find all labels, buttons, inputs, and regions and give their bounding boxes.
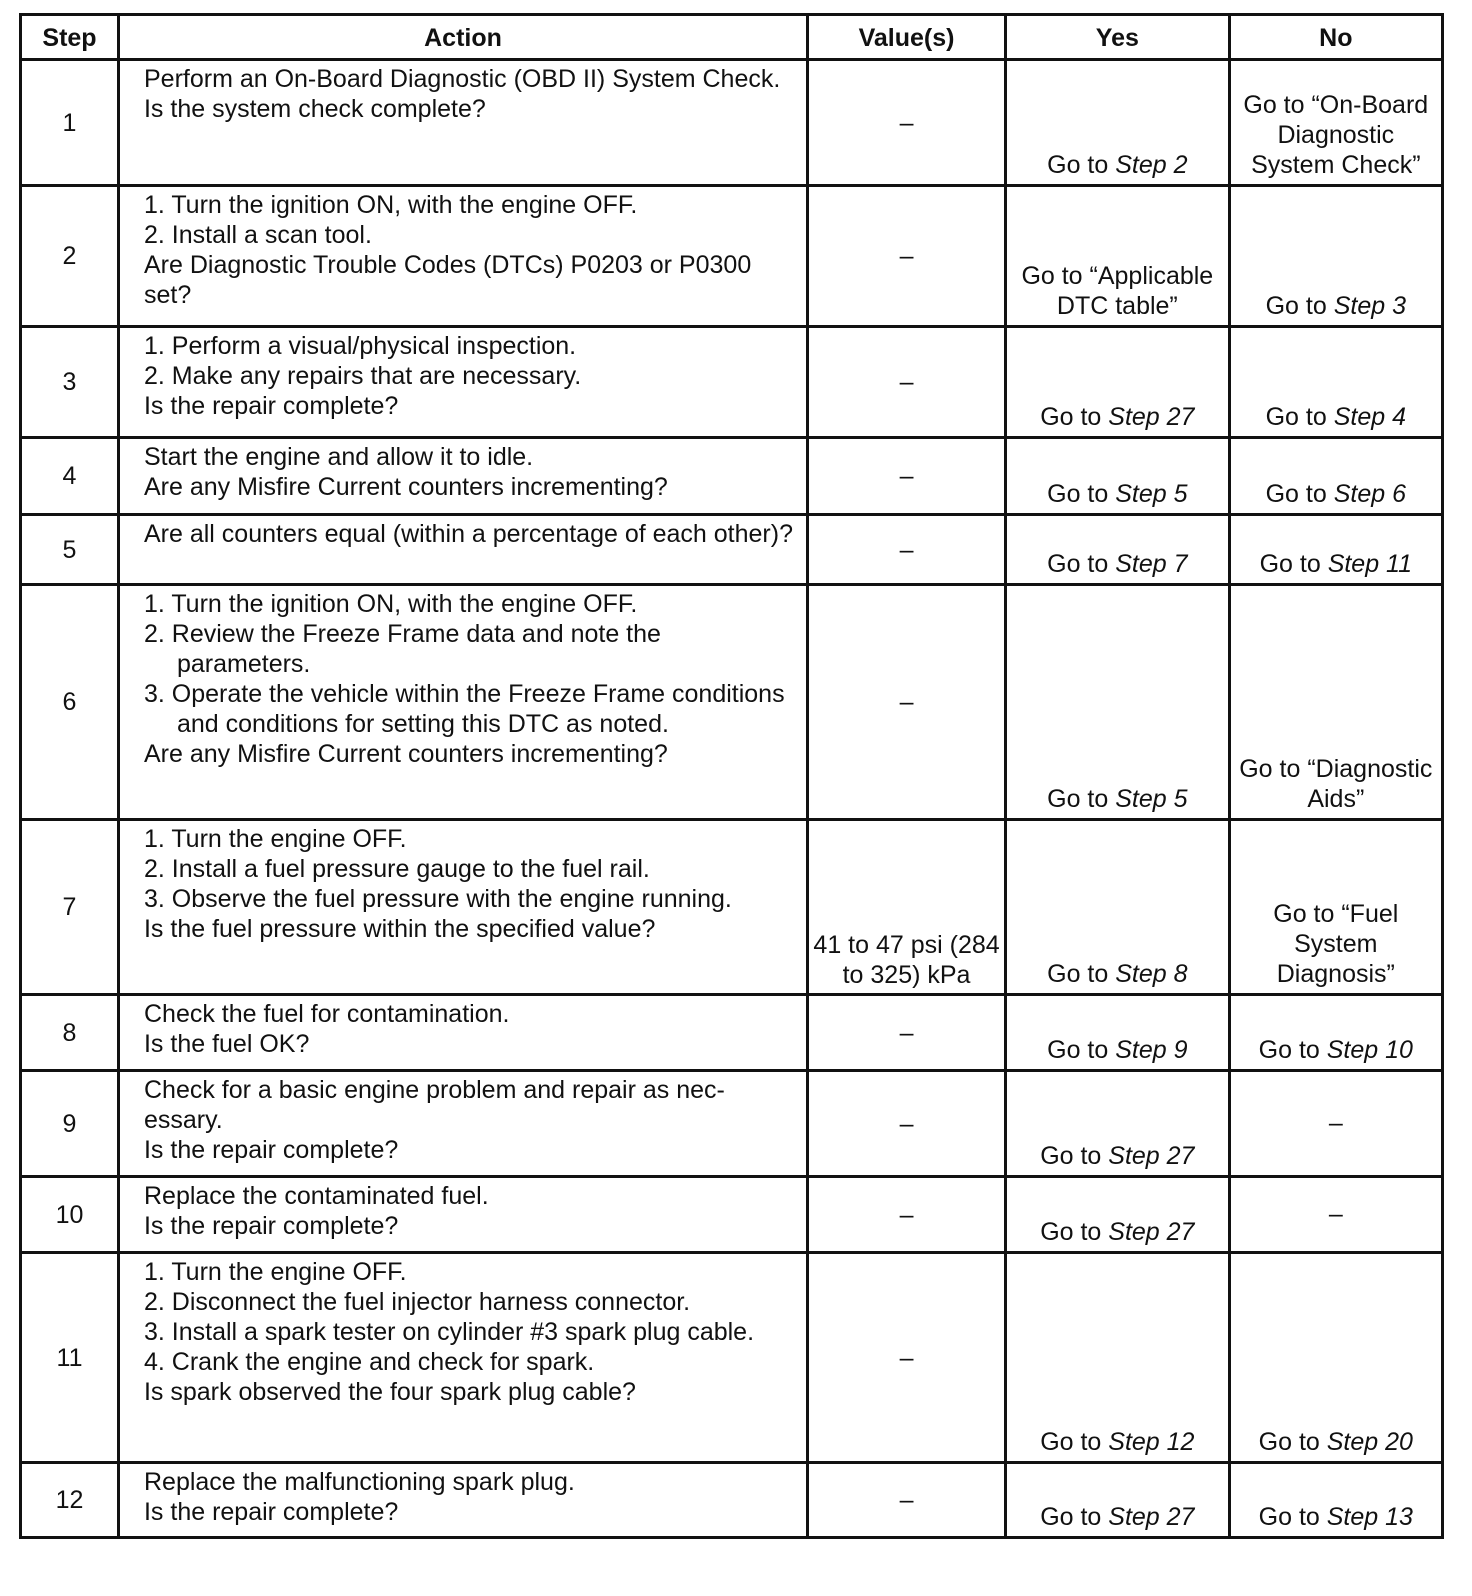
value-cell: – [808, 1463, 1006, 1538]
no-cell-text: Go to “Diagnostic Aids” [1239, 755, 1433, 813]
action-numbered-item: 1. Turn the ignition ON, with the engine OFF. [143, 191, 638, 219]
action-cell [118, 995, 807, 1071]
yes-cell-step-ref: Step 7 [1115, 550, 1188, 578]
value-cell: – [808, 585, 1006, 820]
no-cell-goto: Go to [1265, 403, 1334, 431]
yes-cell-step-ref: Step 5 [1115, 480, 1188, 508]
no-cell [1229, 585, 1442, 820]
action-numbered-item: 1. Turn the engine OFF. [143, 1258, 407, 1286]
no-cell [1229, 1071, 1442, 1177]
value-cell: – [808, 515, 1006, 585]
yes-cell-step-ref: Step 27 [1108, 1218, 1195, 1246]
action-text: Is the repair complete? [143, 1498, 399, 1526]
action-numbered-item: 2. Disconnect the fuel injector harness connector. [143, 1288, 691, 1316]
no-cell [1229, 60, 1442, 186]
action-cell [118, 327, 807, 438]
action-text: Is the repair complete? [143, 1212, 399, 1240]
action-text: Is the fuel OK? [143, 1030, 310, 1058]
header-no: No [1229, 15, 1442, 60]
value-cell: – [808, 186, 1006, 327]
action-text: Replace the malfunctioning spark plug. [143, 1468, 575, 1496]
yes-cell-goto: Go to [1040, 1428, 1109, 1456]
action-cell [118, 585, 807, 820]
action-text: Is the repair complete? [143, 392, 399, 420]
step-number: 9 [21, 1071, 119, 1177]
no-cell-step-ref: Step 13 [1326, 1503, 1413, 1531]
yes-cell-text: Go to “Applicable DTC table” [1021, 262, 1214, 320]
yes-cell-step-ref: Step 27 [1108, 1142, 1195, 1170]
value-cell: – [808, 327, 1006, 438]
action-text: Check for a basic engine problem and repair as nec-essary. [143, 1076, 725, 1134]
action-text: Are Diagnostic Trouble Codes (DTCs) P0203 or P0300 set? [143, 251, 752, 309]
action-numbered-item: 2. Install a fuel pressure gauge to the fuel rail. [143, 855, 650, 883]
step-number: 1 [21, 60, 119, 186]
action-cell [118, 820, 807, 995]
yes-cell-step-ref: Step 27 [1108, 1503, 1195, 1531]
value-cell: – [808, 438, 1006, 515]
table-row [21, 585, 1443, 820]
action-cell [118, 1253, 807, 1463]
action-numbered-item: 3. Operate the vehicle within the Freeze Frame conditions and conditions for setting this DTC as noted. [143, 680, 785, 738]
table-row [21, 327, 1443, 438]
yes-cell [1006, 327, 1230, 438]
no-cell [1229, 438, 1442, 515]
no-cell-goto: Go to [1265, 292, 1334, 320]
header-yes: Yes [1006, 15, 1230, 60]
yes-cell-goto: Go to [1047, 480, 1116, 508]
action-numbered-item: 2. Make any repairs that are necessary. [143, 362, 582, 390]
no-cell [1229, 515, 1442, 585]
no-cell-step-ref: Step 6 [1333, 480, 1406, 508]
yes-cell-goto: Go to [1047, 960, 1116, 988]
yes-cell-goto: Go to [1040, 1218, 1109, 1246]
yes-cell [1006, 820, 1230, 995]
table-row [21, 995, 1443, 1071]
yes-cell [1006, 1071, 1230, 1177]
step-number: 10 [21, 1177, 119, 1253]
no-cell-step-ref: Step 11 [1327, 550, 1413, 578]
yes-cell [1006, 515, 1230, 585]
action-text: Are any Misfire Current counters incrementing? [143, 740, 668, 768]
no-cell [1229, 1253, 1442, 1463]
yes-cell-step-ref: Step 2 [1115, 151, 1188, 179]
table-row [21, 1177, 1443, 1253]
value-cell: – [808, 60, 1006, 186]
yes-cell-goto: Go to [1047, 550, 1116, 578]
action-numbered-item: 1. Turn the ignition ON, with the engine OFF. [143, 590, 638, 618]
step-number: 3 [21, 327, 119, 438]
no-cell-text: – [1328, 1109, 1343, 1137]
no-cell [1229, 1177, 1442, 1253]
table-row [21, 515, 1443, 585]
no-cell [1229, 995, 1442, 1071]
yes-cell-goto: Go to [1047, 1036, 1116, 1064]
action-cell [118, 1463, 807, 1538]
yes-cell-goto: Go to [1040, 1503, 1109, 1531]
diagnostic-table [19, 13, 1444, 1539]
yes-cell [1006, 1177, 1230, 1253]
no-cell-goto: Go to [1258, 1503, 1327, 1531]
yes-cell [1006, 60, 1230, 186]
no-cell-goto: Go to [1258, 1428, 1327, 1456]
no-cell [1229, 820, 1442, 995]
yes-cell [1006, 1253, 1230, 1463]
no-cell-goto: Go to [1259, 550, 1328, 578]
step-number: 6 [21, 585, 119, 820]
table-row [21, 186, 1443, 327]
no-cell-text: Go to “On-Board Diagnostic System Check” [1243, 91, 1429, 179]
step-number: 11 [21, 1253, 119, 1463]
yes-cell-step-ref: Step 9 [1115, 1036, 1188, 1064]
step-number: 2 [21, 186, 119, 327]
step-number: 4 [21, 438, 119, 515]
yes-cell-step-ref: Step 12 [1108, 1428, 1195, 1456]
action-numbered-item: 2. Install a scan tool. [143, 221, 372, 249]
yes-cell-goto: Go to [1040, 403, 1109, 431]
action-cell [118, 1071, 807, 1177]
value-cell: – [808, 1071, 1006, 1177]
no-cell-goto: Go to [1265, 480, 1334, 508]
yes-cell-goto: Go to [1040, 1142, 1109, 1170]
step-number: 8 [21, 995, 119, 1071]
no-cell-text: – [1328, 1200, 1343, 1228]
no-cell-step-ref: Step 4 [1333, 403, 1406, 431]
action-numbered-item: 1. Turn the engine OFF. [143, 825, 407, 853]
step-number: 7 [21, 820, 119, 995]
yes-cell [1006, 585, 1230, 820]
action-text: Is spark observed the four spark plug cable? [143, 1378, 636, 1406]
yes-cell [1006, 1463, 1230, 1538]
no-cell-step-ref: Step 3 [1333, 292, 1406, 320]
no-cell-text: Go to “Fuel System Diagnosis” [1273, 900, 1399, 988]
header-step: Step [21, 15, 119, 60]
yes-cell-step-ref: Step 8 [1115, 960, 1188, 988]
yes-cell-goto: Go to [1047, 785, 1116, 813]
action-text: Replace the contaminated fuel. [143, 1182, 489, 1210]
header-row [21, 15, 1443, 60]
action-cell [118, 60, 807, 186]
action-text: Is the fuel pressure within the specified value? [143, 915, 656, 943]
action-numbered-item: 1. Perform a visual/physical inspection. [143, 332, 577, 360]
yes-cell [1006, 995, 1230, 1071]
header-action: Action [118, 15, 807, 60]
table-row [21, 1463, 1443, 1538]
no-cell-step-ref: Step 20 [1326, 1428, 1413, 1456]
action-cell [118, 1177, 807, 1253]
yes-cell [1006, 438, 1230, 515]
action-text: Is the repair complete? [143, 1136, 399, 1164]
action-text: Check the fuel for contamination. [143, 1000, 510, 1028]
table-row [21, 60, 1443, 186]
no-cell [1229, 186, 1442, 327]
value-cell: – [808, 995, 1006, 1071]
no-cell [1229, 327, 1442, 438]
step-number: 12 [21, 1463, 119, 1538]
no-cell-step-ref: Step 10 [1326, 1036, 1413, 1064]
no-cell-goto: Go to [1258, 1036, 1327, 1064]
action-cell [118, 438, 807, 515]
value-cell: 41 to 47 psi (284 to 325) kPa [808, 820, 1006, 995]
action-text: Is the system check complete? [143, 95, 486, 123]
action-numbered-item: 2. Review the Freeze Frame data and note the parameters. [143, 620, 661, 678]
action-numbered-item: 4. Crank the engine and check for spark. [143, 1348, 595, 1376]
action-cell [118, 515, 807, 585]
action-cell [118, 186, 807, 327]
table-row [21, 1253, 1443, 1463]
table-row [21, 438, 1443, 515]
action-text: Are all counters equal (within a percentage of each other)? [143, 520, 793, 548]
action-text: Are any Misfire Current counters incrementing? [143, 473, 668, 501]
table-row [21, 1071, 1443, 1177]
step-number: 5 [21, 515, 119, 585]
header-values: Value(s) [808, 15, 1006, 60]
action-text: Perform an On-Board Diagnostic (OBD II) System Check. [143, 65, 781, 93]
yes-cell-step-ref: Step 5 [1115, 785, 1188, 813]
value-cell: – [808, 1177, 1006, 1253]
action-numbered-item: 3. Observe the fuel pressure with the engine running. [143, 885, 732, 913]
action-text: Start the engine and allow it to idle. [143, 443, 534, 471]
table-row [21, 820, 1443, 995]
yes-cell-goto: Go to [1047, 151, 1116, 179]
yes-cell-step-ref: Step 27 [1108, 403, 1195, 431]
no-cell [1229, 1463, 1442, 1538]
value-cell: – [808, 1253, 1006, 1463]
yes-cell [1006, 186, 1230, 327]
action-numbered-item: 3. Install a spark tester on cylinder #3 spark plug cable. [143, 1318, 755, 1346]
